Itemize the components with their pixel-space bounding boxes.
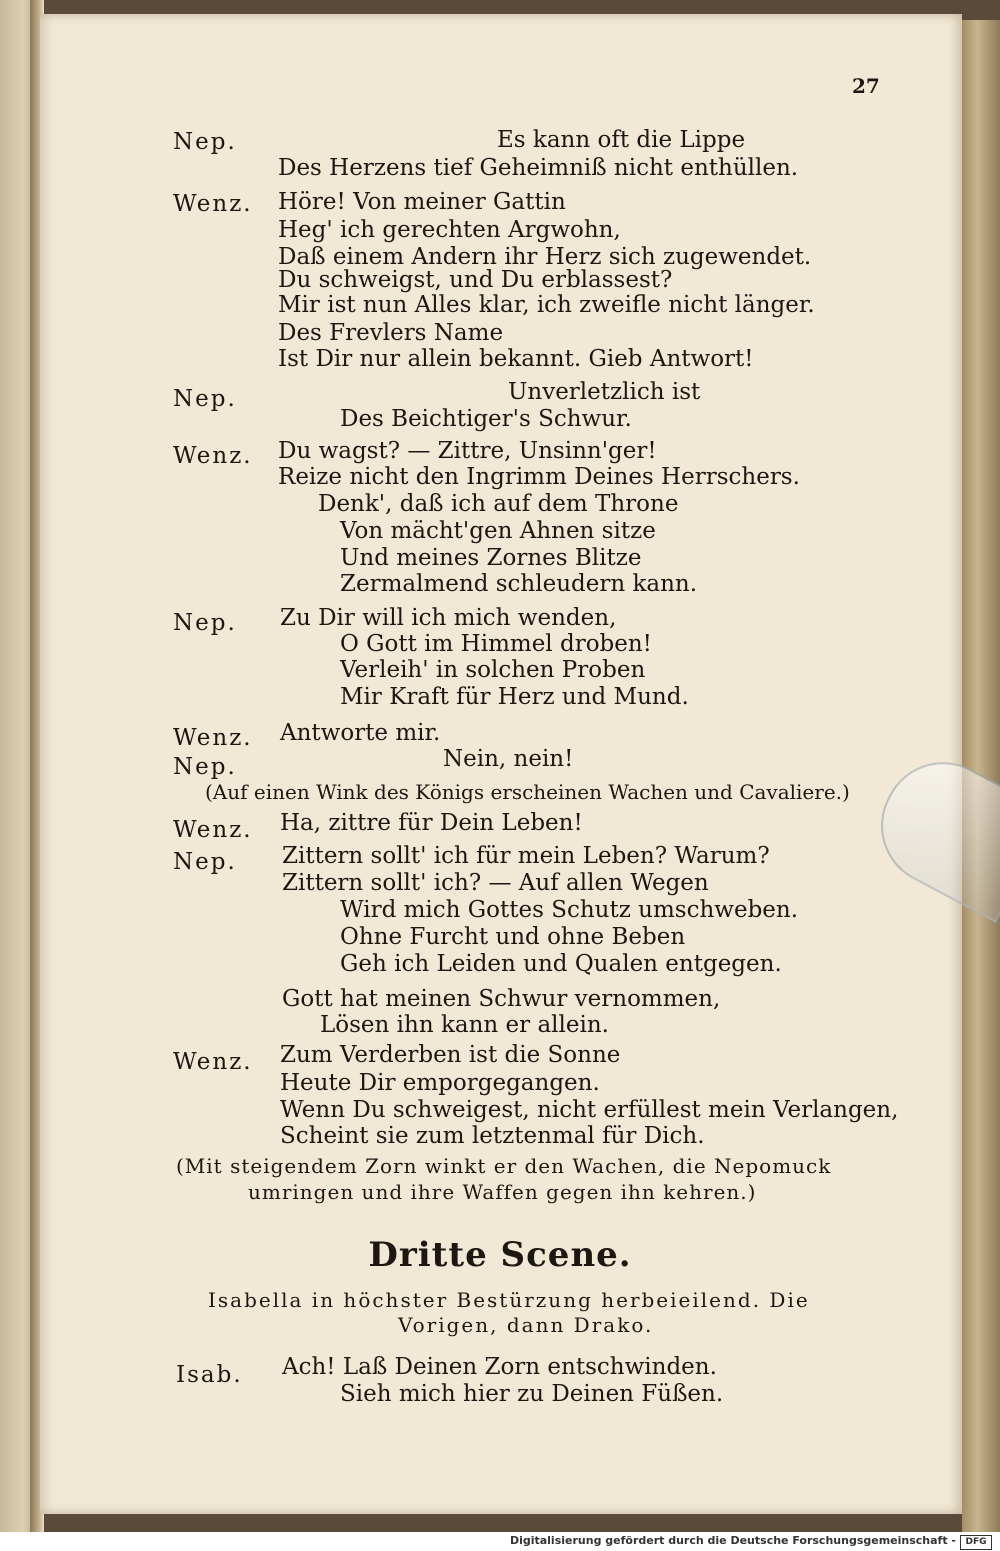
verse-line: Wird mich Gottes Schutz umschweben. [340, 897, 799, 923]
verse-line: Ach! Laß Deinen Zorn entschwinden. [282, 1354, 717, 1380]
speaker-label: Wenz. [173, 1049, 253, 1075]
verse-line: Nein, nein! [443, 746, 574, 772]
verse-line: Lösen ihn kann er allein. [320, 1012, 609, 1038]
speaker-label: Nep. [173, 610, 237, 636]
verse-line: Heute Dir emporgegangen. [280, 1070, 600, 1096]
verse-line: Reize nicht den Ingrimm Deines Herrschers. [278, 464, 800, 490]
speaker-label: Wenz. [173, 191, 253, 217]
dfg-logo: DFG [960, 1535, 992, 1550]
stage-direction: Vorigen, dann Drako. [398, 1313, 654, 1337]
verse-line: Denk', daß ich auf dem Throne [318, 491, 679, 517]
verse-line: Es kann oft die Lippe [497, 127, 746, 153]
verse-line: Geh ich Leiden und Qualen entgegen. [340, 951, 782, 977]
speaker-label: Wenz. [173, 443, 253, 469]
speaker-label: Nep. [173, 386, 237, 412]
verse-line: Des Frevlers Name [278, 320, 504, 346]
stage-direction: Isabella in höchster Bestürzung herbeieilend. Die [208, 1288, 810, 1312]
speaker-label: Wenz. [173, 725, 253, 751]
verse-line: Ohne Furcht und ohne Beben [340, 924, 686, 950]
verse-line: Höre! Von meiner Gattin [278, 189, 566, 215]
verse-line: Sieh mich hier zu Deinen Füßen. [340, 1381, 724, 1407]
verse-line: Antworte mir. [280, 720, 441, 746]
verse-line: Zermalmend schleudern kann. [340, 571, 698, 597]
verse-line: Zum Verderben ist die Sonne [280, 1042, 621, 1068]
stage-direction: (Mit steigendem Zorn winkt er den Wachen, die Nepomuck [176, 1154, 832, 1178]
verse-line: Mir Kraft für Herz und Mund. [340, 684, 689, 710]
verse-line: Heg' ich gerechten Argwohn, [278, 217, 621, 243]
verse-line: Daß einem Andern ihr Herz sich zugewendet. [278, 244, 812, 270]
verse-line: Und meines Zornes Blitze [340, 545, 642, 571]
verse-line: Ist Dir nur allein bekannt. Gieb Antwort! [278, 346, 754, 372]
verse-line: Ha, zittre für Dein Leben! [280, 810, 583, 836]
stage-direction: umringen und ihre Waffen gegen ihn kehren.) [248, 1180, 757, 1204]
verse-line: Des Beichtiger's Schwur. [340, 406, 632, 432]
verse-line: Des Herzens tief Geheimniß nicht enthüllen. [278, 155, 799, 181]
speaker-label: Isab. [176, 1362, 243, 1388]
verse-line: Zittern sollt' ich? — Auf allen Wegen [282, 870, 709, 896]
verse-line: Du schweigst, und Du erblassest? [278, 267, 673, 293]
scene-title: Dritte Scene. [368, 1235, 632, 1275]
verse-line: Scheint sie zum letztenmal für Dich. [280, 1123, 705, 1149]
verse-line: Von mächt'gen Ahnen sitze [340, 518, 656, 544]
verse-line: Mir ist nun Alles klar, ich zweifle nicht länger. [278, 292, 815, 318]
speaker-label: Nep. [173, 849, 237, 875]
verse-line: O Gott im Himmel droben! [340, 631, 652, 657]
speaker-label: Nep. [173, 754, 237, 780]
verse-line: Gott hat meinen Schwur vernommen, [282, 986, 721, 1012]
speaker-label: Nep. [173, 129, 237, 155]
verse-line: Du wagst? — Zittre, Unsinn'ger! [278, 438, 657, 464]
page-number: 27 [852, 74, 880, 98]
verse-line: Zittern sollt' ich für mein Leben? Warum? [282, 843, 770, 869]
verse-line: Verleih' in solchen Proben [340, 657, 646, 683]
verse-line: Unverletzlich ist [508, 379, 701, 405]
verse-line: Zu Dir will ich mich wenden, [280, 605, 617, 631]
footer-credit: Digitalisierung gefördert durch die Deutsche Forschungsgemeinschaft - [509, 1534, 956, 1547]
speaker-label: Wenz. [173, 817, 253, 843]
verse-line: Wenn Du schweigest, nicht erfüllest mein Verlangen, [280, 1097, 899, 1123]
stage-direction: (Auf einen Wink des Königs erscheinen Wachen und Cavaliere.) [205, 780, 850, 804]
